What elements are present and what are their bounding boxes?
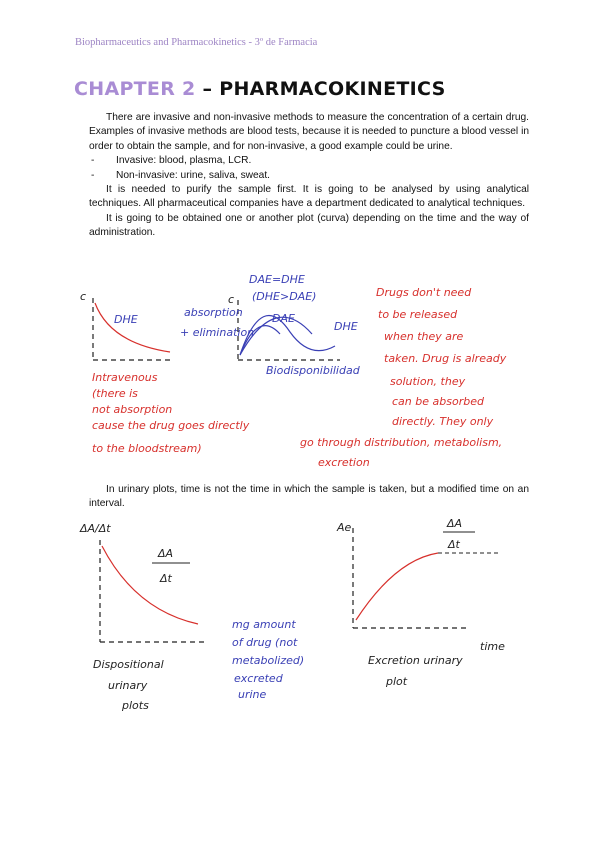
note-line: (there is	[92, 387, 138, 400]
plot-paragraph: It is going to be obtained one or another plot (curva) depending on the time and the way of administration.	[89, 212, 529, 239]
note-line: cause the drug goes directly	[92, 419, 250, 432]
purify-paragraph: It is needed to purify the sample first. It is going to be analysed by using analytical techniques. All pharmaceutical companies have a department dedicated to analytical techniques.	[89, 184, 529, 210]
x-axis-label: time	[480, 640, 505, 653]
note-line: solution, they	[390, 375, 466, 388]
dhe-label: DHE	[334, 320, 358, 333]
y-axis-label: c	[228, 293, 235, 306]
caption-line: plots	[122, 699, 149, 712]
caption-line: plot	[386, 675, 408, 688]
y-axis-label: ΔA/Δt	[80, 522, 111, 535]
note-line: Intravenous	[92, 371, 158, 384]
legend-numerator: ΔA	[158, 547, 174, 560]
note-line: urine	[238, 688, 267, 701]
list-item: - Non-invasive: urine, saliva, sweat.	[89, 169, 529, 183]
note-line: Drugs don't need	[376, 286, 472, 299]
caption-line: urinary	[108, 679, 148, 692]
caption-line: Dispositional	[93, 658, 164, 671]
excretion-plot	[336, 517, 505, 688]
note-line: to the bloodstream)	[92, 442, 202, 455]
note-line: + elimination	[180, 326, 255, 339]
bioavailability-label: Biodisponibilidad	[266, 364, 360, 377]
legend-denominator: Δt	[448, 538, 460, 551]
note-line: can be absorbed	[392, 395, 484, 408]
middle-note	[232, 618, 304, 701]
note-line: excretion	[318, 456, 370, 469]
note-line: metabolized)	[232, 654, 305, 667]
chapter-separator: –	[195, 78, 220, 100]
note-line: to be released	[378, 308, 458, 321]
note-line: mg amount	[232, 618, 296, 631]
note-line: directly. They only	[392, 415, 494, 428]
note-line: when they are	[384, 330, 464, 343]
y-axis-label: Ae	[337, 521, 352, 534]
note-line: of drug (not	[232, 636, 298, 649]
chapter-number: CHAPTER 2	[74, 78, 196, 100]
chapter-name: PHARMACOKINETICS	[219, 78, 446, 100]
urinary-paragraph: In urinary plots, time is not the time in which the sample is taken, but a modified time on an interval.	[89, 484, 529, 510]
dae-label: DAE	[272, 312, 295, 325]
dae-dhe-label: DAE=DHE	[249, 273, 305, 286]
legend-numerator: ΔA	[447, 517, 463, 530]
note-line: taken. Drug is already	[384, 352, 507, 365]
dhe-dae-label: (DHE>DAE)	[252, 290, 317, 303]
intro-paragraph: There are invasive and non-invasive methods to measure the concentration of a certain drug. Examples of invasive methods are blood tests, because it is needed to puncture a blood vessel in order to obtain the sample, and for non-invasive, a good example could be urine.	[89, 112, 529, 152]
note-line: not absorption	[92, 403, 173, 416]
note-line: absorption	[184, 306, 243, 319]
running-header: Biopharmaceutics and Pharmacokinetics - 3º de Farmacia	[75, 37, 318, 48]
caption-line: Excretion urinary	[368, 654, 463, 667]
legend-denominator: Δt	[160, 572, 172, 585]
note-line: excreted	[234, 672, 283, 685]
dispositional-plot	[79, 522, 205, 712]
dhe-label: DHE	[114, 313, 138, 326]
y-axis-label: c	[80, 290, 87, 303]
note-line: go through distribution, metabolism,	[300, 436, 503, 449]
list-item: - Invasive: blood, plasma, LCR.	[89, 154, 529, 168]
